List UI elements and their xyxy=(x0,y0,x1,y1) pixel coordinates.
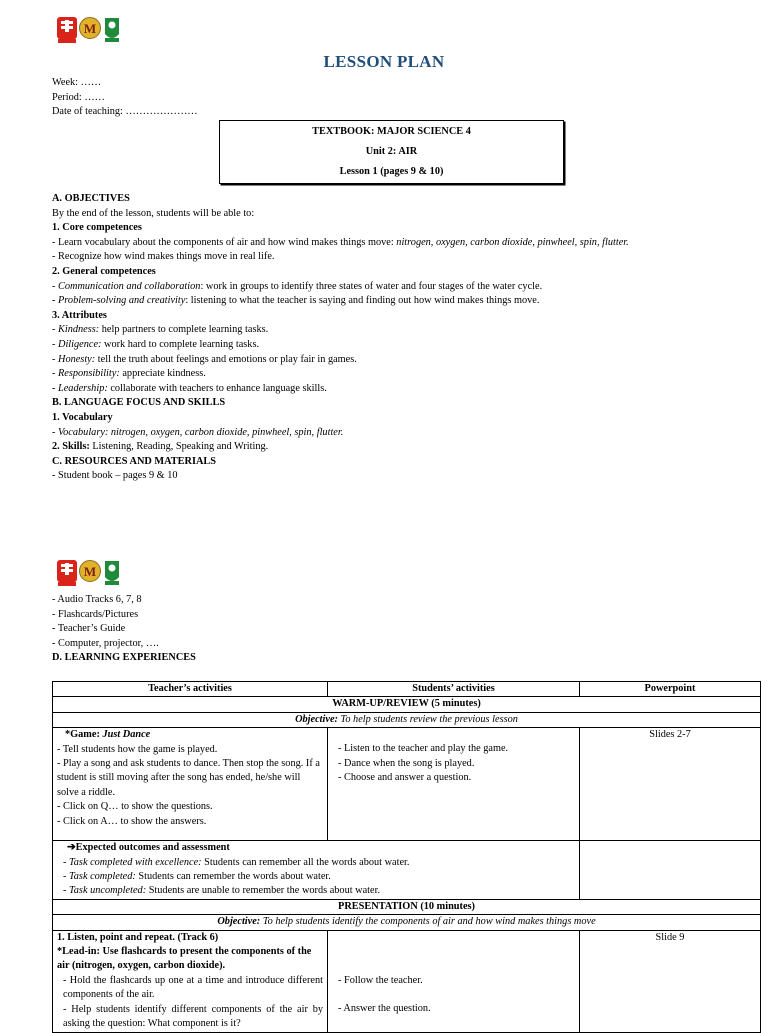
resource-item: - Student book – pages 9 & 10 xyxy=(52,470,178,482)
column-header: Powerpoint xyxy=(580,682,761,697)
core-competence-2: - Recognize how wind makes things move in real life. xyxy=(52,251,275,263)
attribute-item: - Responsibility: appreciate kindness. xyxy=(52,368,206,380)
attribute-item: - Kindness: help partners to complete learning tasks. xyxy=(52,324,269,336)
m-badge-icon xyxy=(80,561,101,582)
teacher-step: - Click on A… to show the answers. xyxy=(57,815,207,827)
period-field: Period: …… xyxy=(52,91,105,103)
warmup-title: WARM-UP/REVIEW (5 minutes) xyxy=(53,697,761,712)
green-emblem-icon xyxy=(105,561,119,585)
teacher-step: - Play a song and ask students to dance. Then stop the song. If a student is still moving after the song has ended, he/she will solve a riddle. xyxy=(57,758,320,798)
attribute-item: - Leadership: collaborate with teachers to enhance language skills. xyxy=(52,382,327,394)
attributes-heading: 3. Attributes xyxy=(52,309,107,321)
outcome-item: - Task completed with excellence: Students can remember all the words about water. xyxy=(63,856,410,868)
lead-in: *Lead-in: Use flashcards to present the components of the air (nitrogen, oxygen, carbon dioxide). xyxy=(57,946,312,972)
warmup-title-row xyxy=(53,697,761,712)
student-step: - Dance when the song is played. xyxy=(338,757,475,769)
student-step: - Listen to the teacher and play the game. xyxy=(338,743,509,755)
outcome-item: - Task completed: Students can remember the words about water. xyxy=(63,871,331,883)
warmup-objective: Objective: To help students review the previous lesson xyxy=(53,712,761,727)
student-step: - Choose and answer a question. xyxy=(338,772,472,784)
section-heading-experiences: D. LEARNING EXPERIENCES xyxy=(52,652,196,664)
objectives-section xyxy=(52,192,752,484)
arrow-right-icon: ➔ xyxy=(67,842,76,854)
warmup-objective-row xyxy=(53,712,761,727)
resource-item: - Computer, projector, …. xyxy=(52,637,159,649)
teacher-step: - Help students identify different components of the air by asking the question: What component is it? xyxy=(63,1003,323,1030)
table-header-row xyxy=(53,682,761,697)
lesson-title: Lesson 1 (pages 9 & 10) xyxy=(339,166,444,177)
objectives-intro: By the end of the lesson, students will be able to: xyxy=(52,207,255,219)
general-competences-heading: 2. General competences xyxy=(52,265,156,277)
presentation-objective: Objective: To help students identify the components of air and how wind makes things move xyxy=(53,915,761,930)
presentation-title-row xyxy=(53,899,761,914)
game-title: *Game: Just Dance xyxy=(65,729,151,741)
step-heading: 1. Listen, point and repeat. (Track 6) xyxy=(57,931,219,943)
teacher-step: - Click on Q… to show the questions. xyxy=(57,801,213,813)
attribute-item: - Diligence: work hard to complete learning tasks. xyxy=(52,338,260,350)
warmup-activity-row xyxy=(53,728,761,841)
slides-ref: Slides 2-7 xyxy=(649,729,691,741)
unit-title: Unit 2: AIR xyxy=(365,146,418,157)
attribute-item: - Honesty: tell the truth about feelings and emotions or play fair in games. xyxy=(52,353,357,365)
m-badge-icon xyxy=(80,18,101,39)
presentation-teacher-cell xyxy=(53,930,328,1032)
presentation-activity-row xyxy=(53,930,761,1032)
student-step: - Answer the question. xyxy=(338,1003,431,1015)
presentation-objective-row xyxy=(53,915,761,930)
resource-item: - Teacher’s Guide xyxy=(52,623,126,635)
school-logos xyxy=(55,14,125,44)
outcomes-cell xyxy=(53,841,580,900)
school-logos xyxy=(55,557,125,587)
vocabulary-line: - Vocabulary: nitrogen, oxygen, carbon dioxide, pinwheel, spin, flutter. xyxy=(52,426,344,438)
learning-experiences-table xyxy=(52,681,761,1033)
week-field: Week: …… xyxy=(52,77,102,88)
warmup-student-cell xyxy=(328,728,580,841)
column-header: Teacher’s activities xyxy=(53,682,328,697)
svg-text:M: M xyxy=(83,21,97,36)
warmup-slides-cell xyxy=(580,728,761,841)
school-crest-icon xyxy=(57,17,77,43)
date-field: Date of teaching: ………………… xyxy=(52,106,198,117)
skills-line: 2. Skills: Listening, Reading, Speaking and Writing. xyxy=(52,441,269,453)
lesson-meta xyxy=(52,76,198,120)
outcome-item: - Task uncompleted: Students are unable to remember the words about water. xyxy=(63,885,381,897)
school-crest-icon xyxy=(57,560,77,586)
textbook-title: TEXTBOOK: MAJOR SCIENCE 4 xyxy=(312,126,471,137)
teacher-step: - Tell students how the game is played. xyxy=(57,743,218,755)
vocabulary-heading: 1. Vocabulary xyxy=(52,411,113,423)
resources-continued xyxy=(52,593,196,666)
core-competences-heading: 1. Core competences xyxy=(52,222,142,234)
column-header: Students’ activities xyxy=(328,682,580,697)
warmup-outcomes-row xyxy=(53,841,761,900)
presentation-title: PRESENTATION (10 minutes) xyxy=(53,899,761,914)
outcomes-heading: ➔Expected outcomes and assessment xyxy=(67,842,230,854)
general-competence-1: - Communication and collaboration: work in groups to identify three states of water and four stages of the water cycle. xyxy=(52,280,543,292)
resource-item: - Audio Tracks 6, 7, 8 xyxy=(52,594,142,605)
presentation-student-cell xyxy=(328,930,580,1032)
textbook-box xyxy=(219,120,564,184)
teacher-step: - Hold the flashcards up one at a time and introduce different components of the air. xyxy=(63,974,323,1001)
resource-item: - Flashcards/Pictures xyxy=(52,608,139,620)
section-heading-objectives: A. OBJECTIVES xyxy=(52,193,130,204)
section-heading-resources: C. RESOURCES AND MATERIALS xyxy=(52,455,217,467)
presentation-slides-cell xyxy=(580,930,761,1032)
green-emblem-icon xyxy=(105,18,119,42)
slides-ref: Slide 9 xyxy=(655,931,685,943)
outcomes-slides-cell xyxy=(580,841,761,900)
section-heading-language: B. LANGUAGE FOCUS AND SKILLS xyxy=(52,397,226,409)
general-competence-2: - Problem-solving and creativity: listening to what the teacher is saying and finding out how wind makes things move. xyxy=(52,295,540,307)
core-competence-1: - Learn vocabulary about the components of air and how wind makes things move: nitrogen, oxygen, carbon dioxide, pinwheel, spin, flutter. xyxy=(52,236,629,248)
warmup-teacher-cell xyxy=(53,728,328,841)
svg-text:M: M xyxy=(83,564,97,579)
student-step: - Follow the teacher. xyxy=(338,974,423,986)
page-title: LESSON PLAN xyxy=(323,52,445,71)
